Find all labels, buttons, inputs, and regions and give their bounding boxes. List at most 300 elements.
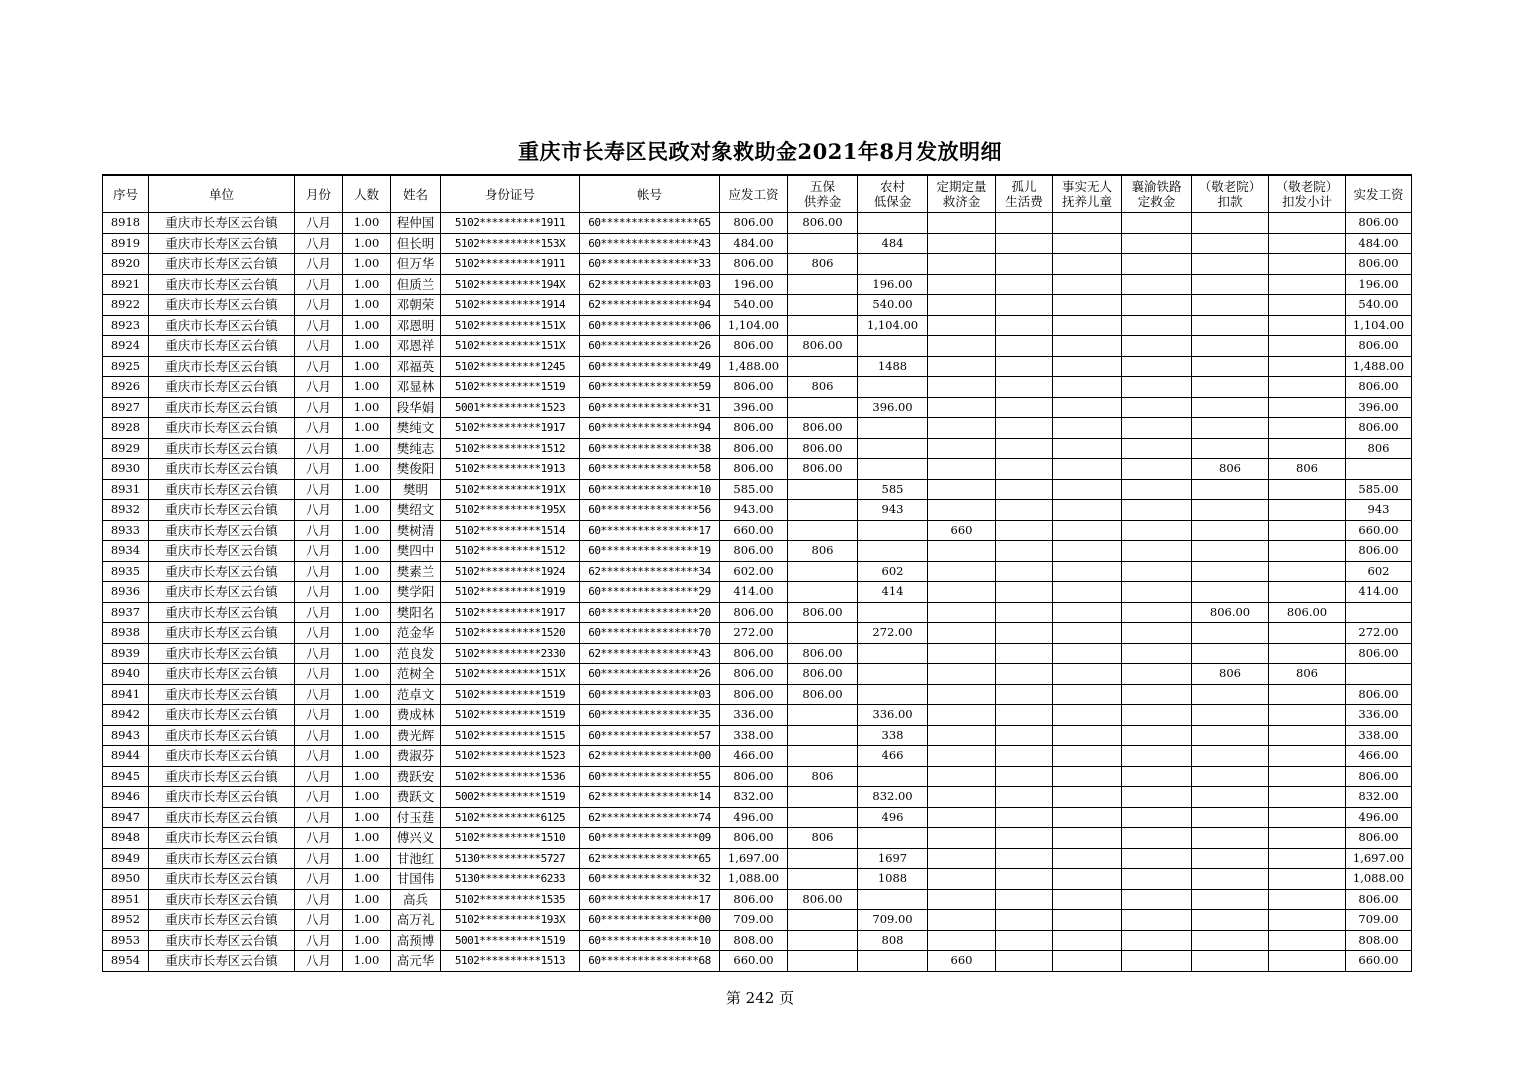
- table-row: [103, 254, 1412, 275]
- cell-payable: 943.00: [720, 500, 788, 521]
- cell-dingqi: [928, 602, 996, 623]
- cell-account: 60****************26: [580, 336, 720, 357]
- cell-unattended-child: [1053, 930, 1122, 951]
- cell-account: 60****************03: [580, 684, 720, 705]
- cell-dibao: 466: [858, 746, 928, 767]
- cell-row-number: 8922: [103, 295, 149, 316]
- cell-month: 八月: [295, 930, 343, 951]
- cell-month: 八月: [295, 500, 343, 521]
- cell-dingqi: [928, 254, 996, 275]
- column-header: [858, 175, 928, 213]
- cell-dibao: 336.00: [858, 705, 928, 726]
- cell-xiangyu: [1122, 377, 1192, 398]
- cell-dibao: 1697: [858, 848, 928, 869]
- cell-dibao: [858, 541, 928, 562]
- cell-nursing-subtotal: [1269, 930, 1346, 951]
- column-header-label: 抚养儿童: [1061, 194, 1112, 209]
- cell-orphan: [996, 828, 1053, 849]
- cell-payable: 806.00: [720, 602, 788, 623]
- cell-account: 62****************03: [580, 274, 720, 295]
- cell-month: 八月: [295, 664, 343, 685]
- cell-count: 1.00: [343, 889, 391, 910]
- cell-id-number: 5102**********1919: [441, 582, 580, 603]
- cell-dibao: 496: [858, 807, 928, 828]
- table-row: [103, 807, 1412, 828]
- cell-account: 60****************49: [580, 356, 720, 377]
- cell-unit: 重庆市长寿区云台镇: [149, 438, 295, 459]
- cell-orphan: [996, 438, 1053, 459]
- cell-name: 付玉莛: [391, 807, 441, 828]
- cell-unattended-child: [1053, 602, 1122, 623]
- cell-wubao: [788, 582, 858, 603]
- cell-account: 60****************17: [580, 520, 720, 541]
- cell-dibao: 943: [858, 500, 928, 521]
- cell-id-number: 5102**********1911: [441, 254, 580, 275]
- cell-row-number: 8932: [103, 500, 149, 521]
- cell-net-pay: 806.00: [1346, 684, 1412, 705]
- payment-table: [102, 174, 1412, 972]
- cell-nursing-deduction: [1192, 520, 1269, 541]
- cell-nursing-deduction: [1192, 233, 1269, 254]
- cell-nursing-deduction: [1192, 951, 1269, 972]
- cell-row-number: 8930: [103, 459, 149, 480]
- cell-payable: 272.00: [720, 623, 788, 644]
- cell-unattended-child: [1053, 274, 1122, 295]
- cell-orphan: [996, 725, 1053, 746]
- cell-dibao: 1,104.00: [858, 315, 928, 336]
- cell-net-pay: 806.00: [1346, 213, 1412, 234]
- cell-unit: 重庆市长寿区云台镇: [149, 377, 295, 398]
- cell-name: 樊绍文: [391, 500, 441, 521]
- cell-name: 但长明: [391, 233, 441, 254]
- cell-xiangyu: [1122, 582, 1192, 603]
- cell-xiangyu: [1122, 869, 1192, 890]
- cell-month: 八月: [295, 828, 343, 849]
- cell-orphan: [996, 602, 1053, 623]
- table-header: [103, 175, 1412, 213]
- cell-account: 60****************43: [580, 233, 720, 254]
- cell-account: 60****************33: [580, 254, 720, 275]
- table-row: [103, 623, 1412, 644]
- cell-id-number: 5102**********194X: [441, 274, 580, 295]
- cell-wubao: 806.00: [788, 459, 858, 480]
- cell-nursing-subtotal: [1269, 254, 1346, 275]
- column-header-label: 生活费: [1005, 194, 1043, 209]
- cell-dingqi: [928, 705, 996, 726]
- cell-name: 樊俊阳: [391, 459, 441, 480]
- cell-count: 1.00: [343, 848, 391, 869]
- cell-payable: 806.00: [720, 664, 788, 685]
- cell-account: 62****************94: [580, 295, 720, 316]
- cell-xiangyu: [1122, 643, 1192, 664]
- cell-row-number: 8940: [103, 664, 149, 685]
- table-row: [103, 787, 1412, 808]
- cell-nursing-subtotal: [1269, 233, 1346, 254]
- cell-xiangyu: [1122, 438, 1192, 459]
- column-header-label: 孤儿: [1011, 179, 1037, 194]
- cell-wubao: 806: [788, 541, 858, 562]
- cell-unit: 重庆市长寿区云台镇: [149, 459, 295, 480]
- cell-name: 程仲国: [391, 213, 441, 234]
- cell-name: 费淑芬: [391, 746, 441, 767]
- cell-orphan: [996, 930, 1053, 951]
- cell-nursing-deduction: [1192, 213, 1269, 234]
- cell-orphan: [996, 746, 1053, 767]
- cell-net-pay: 806.00: [1346, 377, 1412, 398]
- cell-count: 1.00: [343, 910, 391, 931]
- cell-nursing-subtotal: [1269, 889, 1346, 910]
- cell-unattended-child: [1053, 500, 1122, 521]
- cell-name: 甘国伟: [391, 869, 441, 890]
- cell-name: 范树全: [391, 664, 441, 685]
- table-row: [103, 664, 1412, 685]
- cell-id-number: 5102**********1519: [441, 705, 580, 726]
- cell-unit: 重庆市长寿区云台镇: [149, 807, 295, 828]
- cell-month: 八月: [295, 705, 343, 726]
- cell-orphan: [996, 561, 1053, 582]
- cell-unattended-child: [1053, 315, 1122, 336]
- cell-nursing-subtotal: 806: [1269, 459, 1346, 480]
- column-header-label: 定期定量: [936, 179, 987, 194]
- cell-net-pay: 466.00: [1346, 746, 1412, 767]
- cell-xiangyu: [1122, 930, 1192, 951]
- cell-count: 1.00: [343, 828, 391, 849]
- cell-name: 樊阳名: [391, 602, 441, 623]
- cell-name: 樊纯文: [391, 418, 441, 439]
- column-header-label: 扣发小计: [1281, 194, 1332, 209]
- cell-unit: 重庆市长寿区云台镇: [149, 274, 295, 295]
- cell-nursing-deduction: [1192, 787, 1269, 808]
- cell-count: 1.00: [343, 684, 391, 705]
- cell-month: 八月: [295, 582, 343, 603]
- cell-orphan: [996, 541, 1053, 562]
- table-body: [103, 213, 1412, 972]
- cell-xiangyu: [1122, 725, 1192, 746]
- cell-account: 60****************65: [580, 213, 720, 234]
- cell-orphan: [996, 336, 1053, 357]
- cell-unattended-child: [1053, 479, 1122, 500]
- cell-orphan: [996, 889, 1053, 910]
- cell-id-number: 5102**********151X: [441, 315, 580, 336]
- cell-account: 62****************00: [580, 746, 720, 767]
- cell-xiangyu: [1122, 766, 1192, 787]
- cell-month: 八月: [295, 233, 343, 254]
- cell-count: 1.00: [343, 582, 391, 603]
- cell-xiangyu: [1122, 336, 1192, 357]
- cell-month: 八月: [295, 520, 343, 541]
- cell-nursing-deduction: [1192, 930, 1269, 951]
- cell-wubao: [788, 520, 858, 541]
- column-header: [580, 175, 720, 213]
- cell-row-number: 8938: [103, 623, 149, 644]
- cell-dingqi: [928, 910, 996, 931]
- cell-payable: 396.00: [720, 397, 788, 418]
- cell-row-number: 8935: [103, 561, 149, 582]
- cell-orphan: [996, 254, 1053, 275]
- cell-payable: 660.00: [720, 951, 788, 972]
- cell-xiangyu: [1122, 254, 1192, 275]
- cell-row-number: 8954: [103, 951, 149, 972]
- cell-payable: 806.00: [720, 684, 788, 705]
- cell-net-pay: 709.00: [1346, 910, 1412, 931]
- cell-dibao: 196.00: [858, 274, 928, 295]
- cell-orphan: [996, 623, 1053, 644]
- cell-id-number: 5102**********1519: [441, 377, 580, 398]
- cell-dingqi: [928, 684, 996, 705]
- cell-name: 傅兴义: [391, 828, 441, 849]
- cell-unit: 重庆市长寿区云台镇: [149, 643, 295, 664]
- cell-unattended-child: [1053, 295, 1122, 316]
- cell-nursing-subtotal: [1269, 561, 1346, 582]
- cell-payable: 660.00: [720, 520, 788, 541]
- cell-unattended-child: [1053, 869, 1122, 890]
- cell-nursing-deduction: [1192, 869, 1269, 890]
- cell-count: 1.00: [343, 377, 391, 398]
- cell-nursing-deduction: [1192, 684, 1269, 705]
- cell-dibao: 602: [858, 561, 928, 582]
- cell-id-number: 5102**********1913: [441, 459, 580, 480]
- cell-nursing-deduction: [1192, 438, 1269, 459]
- cell-dibao: [858, 520, 928, 541]
- cell-nursing-deduction: [1192, 295, 1269, 316]
- cell-dingqi: [928, 746, 996, 767]
- cell-dibao: 585: [858, 479, 928, 500]
- cell-nursing-subtotal: [1269, 377, 1346, 398]
- cell-count: 1.00: [343, 438, 391, 459]
- cell-account: 60****************31: [580, 397, 720, 418]
- cell-count: 1.00: [343, 807, 391, 828]
- cell-id-number: 5130**********5727: [441, 848, 580, 869]
- cell-id-number: 5002**********1519: [441, 787, 580, 808]
- cell-count: 1.00: [343, 951, 391, 972]
- cell-account: 60****************00: [580, 910, 720, 931]
- cell-dibao: 540.00: [858, 295, 928, 316]
- cell-account: 62****************43: [580, 643, 720, 664]
- table-row: [103, 418, 1412, 439]
- cell-orphan: [996, 643, 1053, 664]
- cell-dibao: [858, 336, 928, 357]
- cell-name: 范金华: [391, 623, 441, 644]
- cell-nursing-deduction: [1192, 561, 1269, 582]
- cell-nursing-deduction: [1192, 766, 1269, 787]
- cell-row-number: 8952: [103, 910, 149, 931]
- cell-xiangyu: [1122, 848, 1192, 869]
- cell-xiangyu: [1122, 889, 1192, 910]
- cell-month: 八月: [295, 295, 343, 316]
- cell-payable: 806.00: [720, 213, 788, 234]
- cell-nursing-subtotal: 806.00: [1269, 602, 1346, 623]
- cell-unattended-child: [1053, 459, 1122, 480]
- column-header: [720, 175, 788, 213]
- document-title: 重庆市长寿区民政对象救助金2021年8月发放明细: [517, 139, 1003, 164]
- cell-wubao: [788, 725, 858, 746]
- cell-account: 62****************65: [580, 848, 720, 869]
- cell-count: 1.00: [343, 274, 391, 295]
- cell-account: 60****************55: [580, 766, 720, 787]
- cell-id-number: 5102**********151X: [441, 336, 580, 357]
- table-row: [103, 541, 1412, 562]
- cell-net-pay: 806.00: [1346, 828, 1412, 849]
- cell-xiangyu: [1122, 910, 1192, 931]
- cell-account: 60****************06: [580, 315, 720, 336]
- cell-dibao: 832.00: [858, 787, 928, 808]
- cell-account: 60****************32: [580, 869, 720, 890]
- cell-xiangyu: [1122, 807, 1192, 828]
- cell-name: 樊素兰: [391, 561, 441, 582]
- cell-unattended-child: [1053, 397, 1122, 418]
- cell-nursing-deduction: [1192, 910, 1269, 931]
- column-header-label: 帐号: [636, 186, 662, 202]
- cell-xiangyu: [1122, 213, 1192, 234]
- cell-net-pay: [1346, 664, 1412, 685]
- cell-nursing-subtotal: [1269, 951, 1346, 972]
- cell-id-number: 5102**********1513: [441, 951, 580, 972]
- cell-payable: 806.00: [720, 336, 788, 357]
- cell-name: 邓恩祥: [391, 336, 441, 357]
- cell-count: 1.00: [343, 397, 391, 418]
- cell-payable: 414.00: [720, 582, 788, 603]
- cell-count: 1.00: [343, 623, 391, 644]
- cell-nursing-deduction: [1192, 397, 1269, 418]
- cell-count: 1.00: [343, 561, 391, 582]
- cell-dingqi: [928, 643, 996, 664]
- cell-dibao: 1088: [858, 869, 928, 890]
- table-row: [103, 930, 1412, 951]
- cell-month: 八月: [295, 213, 343, 234]
- cell-account: 60****************58: [580, 459, 720, 480]
- cell-name: 费跃文: [391, 787, 441, 808]
- cell-unattended-child: [1053, 725, 1122, 746]
- cell-net-pay: 808.00: [1346, 930, 1412, 951]
- cell-dibao: [858, 766, 928, 787]
- cell-dibao: [858, 459, 928, 480]
- column-header-label: （敬老院）: [1275, 179, 1339, 194]
- cell-net-pay: 806.00: [1346, 254, 1412, 275]
- table-row: [103, 377, 1412, 398]
- cell-unit: 重庆市长寿区云台镇: [149, 315, 295, 336]
- cell-count: 1.00: [343, 479, 391, 500]
- cell-dibao: [858, 664, 928, 685]
- cell-orphan: [996, 520, 1053, 541]
- cell-unattended-child: [1053, 438, 1122, 459]
- cell-xiangyu: [1122, 561, 1192, 582]
- cell-orphan: [996, 295, 1053, 316]
- cell-name: 邓朝荣: [391, 295, 441, 316]
- cell-net-pay: [1346, 602, 1412, 623]
- cell-nursing-subtotal: [1269, 848, 1346, 869]
- column-header: [1192, 175, 1269, 213]
- cell-net-pay: 1,488.00: [1346, 356, 1412, 377]
- cell-id-number: 5102**********1523: [441, 746, 580, 767]
- cell-wubao: 806.00: [788, 664, 858, 685]
- cell-wubao: 806.00: [788, 643, 858, 664]
- column-header: [391, 175, 441, 213]
- cell-net-pay: 806.00: [1346, 418, 1412, 439]
- cell-dingqi: 660: [928, 520, 996, 541]
- cell-account: 60****************10: [580, 479, 720, 500]
- cell-row-number: 8948: [103, 828, 149, 849]
- cell-dibao: [858, 438, 928, 459]
- cell-dingqi: [928, 828, 996, 849]
- cell-dingqi: [928, 582, 996, 603]
- cell-dingqi: [928, 889, 996, 910]
- cell-net-pay: 806.00: [1346, 889, 1412, 910]
- cell-id-number: 5102**********1917: [441, 602, 580, 623]
- column-header: [1346, 175, 1412, 213]
- table-row: [103, 766, 1412, 787]
- table-row: [103, 684, 1412, 705]
- cell-account: 62****************34: [580, 561, 720, 582]
- cell-wubao: [788, 910, 858, 931]
- cell-nursing-deduction: [1192, 807, 1269, 828]
- cell-orphan: [996, 274, 1053, 295]
- cell-unit: 重庆市长寿区云台镇: [149, 725, 295, 746]
- table-row: [103, 643, 1412, 664]
- cell-name: 段华娟: [391, 397, 441, 418]
- cell-payable: 806.00: [720, 889, 788, 910]
- table-row: [103, 746, 1412, 767]
- cell-nursing-deduction: [1192, 377, 1269, 398]
- cell-id-number: 5102**********191X: [441, 479, 580, 500]
- cell-account: 60****************10: [580, 930, 720, 951]
- cell-name: 高元华: [391, 951, 441, 972]
- cell-row-number: 8943: [103, 725, 149, 746]
- cell-unit: 重庆市长寿区云台镇: [149, 582, 295, 603]
- column-header-label: 姓名: [402, 186, 428, 202]
- cell-payable: 806.00: [720, 254, 788, 275]
- table-row: [103, 500, 1412, 521]
- cell-month: 八月: [295, 787, 343, 808]
- cell-nursing-deduction: [1192, 500, 1269, 521]
- cell-net-pay: 1,697.00: [1346, 848, 1412, 869]
- cell-dingqi: [928, 233, 996, 254]
- cell-id-number: 5102**********1911: [441, 213, 580, 234]
- cell-count: 1.00: [343, 520, 391, 541]
- cell-dibao: 709.00: [858, 910, 928, 931]
- cell-unit: 重庆市长寿区云台镇: [149, 602, 295, 623]
- cell-id-number: 5102**********6125: [441, 807, 580, 828]
- cell-unattended-child: [1053, 787, 1122, 808]
- column-header: [1053, 175, 1122, 213]
- cell-xiangyu: [1122, 664, 1192, 685]
- cell-payable: 832.00: [720, 787, 788, 808]
- cell-id-number: 5001**********1523: [441, 397, 580, 418]
- cell-count: 1.00: [343, 418, 391, 439]
- cell-orphan: [996, 787, 1053, 808]
- cell-orphan: [996, 582, 1053, 603]
- cell-row-number: 8929: [103, 438, 149, 459]
- cell-count: 1.00: [343, 459, 391, 480]
- cell-unit: 重庆市长寿区云台镇: [149, 664, 295, 685]
- cell-wubao: 806.00: [788, 336, 858, 357]
- cell-dingqi: [928, 479, 996, 500]
- cell-unit: 重庆市长寿区云台镇: [149, 520, 295, 541]
- cell-row-number: 8944: [103, 746, 149, 767]
- cell-month: 八月: [295, 725, 343, 746]
- cell-dingqi: [928, 725, 996, 746]
- cell-month: 八月: [295, 254, 343, 275]
- table-row: [103, 459, 1412, 480]
- cell-nursing-subtotal: [1269, 541, 1346, 562]
- cell-wubao: [788, 930, 858, 951]
- cell-name: 甘池红: [391, 848, 441, 869]
- cell-payable: 585.00: [720, 479, 788, 500]
- cell-nursing-deduction: [1192, 705, 1269, 726]
- cell-net-pay: 396.00: [1346, 397, 1412, 418]
- column-header-label: 低保金: [873, 194, 912, 209]
- cell-orphan: [996, 664, 1053, 685]
- column-header-label: 救济金: [942, 194, 981, 209]
